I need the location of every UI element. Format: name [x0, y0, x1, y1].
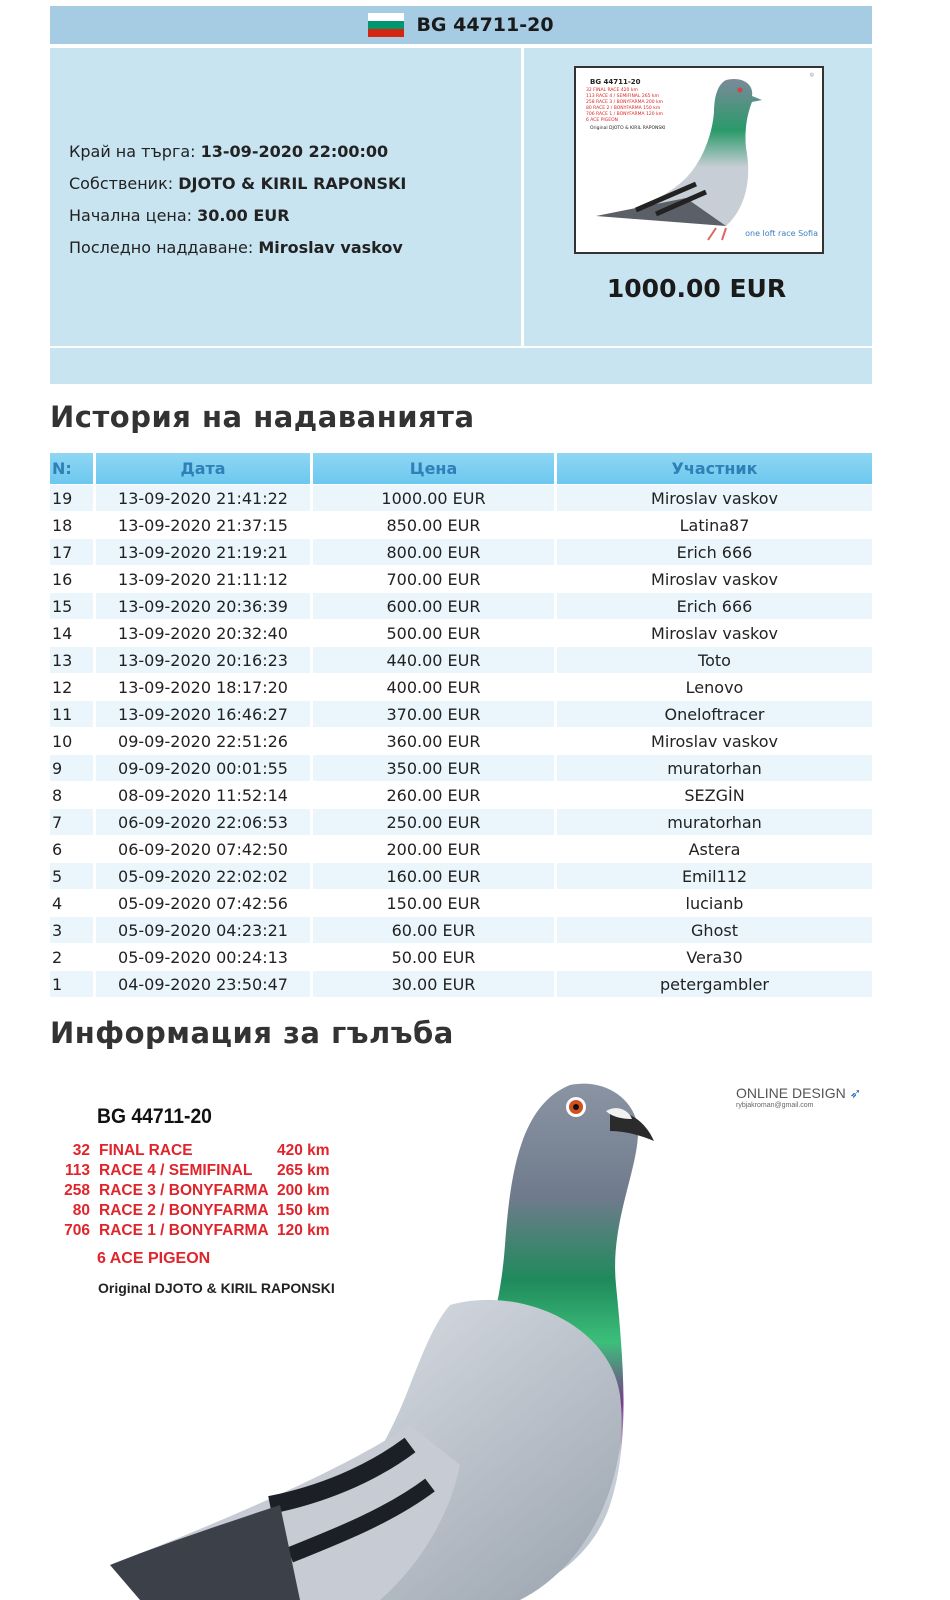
race-name: RACE 3 / BONYFARMA — [99, 1182, 269, 1199]
bid-price: 700.00 EUR — [313, 566, 557, 592]
column-header-bidder[interactable]: Участник — [557, 453, 872, 484]
owner — [69, 168, 521, 200]
auction-info-panel — [50, 48, 872, 346]
bid-price: 260.00 EUR — [313, 782, 557, 808]
bid-price: 500.00 EUR — [313, 620, 557, 646]
lot-title: BG 44711-20 — [416, 14, 554, 36]
bid-participant: Ghost — [557, 917, 872, 943]
thumbnail-line: 6 ACE PIGEON — [586, 118, 618, 123]
race-rank: 113 — [64, 1162, 90, 1179]
bid-participant: Astera — [557, 836, 872, 862]
table-header-row — [50, 453, 872, 484]
table-row — [50, 701, 872, 727]
race-distance: 265 km — [277, 1162, 330, 1179]
column-header-price[interactable]: Цена — [313, 453, 557, 484]
bid-participant: Oneloftracer — [557, 701, 872, 727]
bid-price: 440.00 EUR — [313, 647, 557, 673]
bid-number: 11 — [50, 701, 96, 727]
race-distance: 120 km — [277, 1222, 330, 1239]
auction-end-value: 13-09-2020 22:00:00 — [200, 142, 389, 161]
bid-date: 08-09-2020 11:52:14 — [96, 782, 313, 808]
bid-participant: lucianb — [557, 890, 872, 916]
bid-date: 05-09-2020 04:23:21 — [96, 917, 313, 943]
table-row — [50, 917, 872, 943]
bid-number: 18 — [50, 512, 96, 538]
poster-title: BG 44711-20 — [97, 1105, 212, 1128]
last-bidder — [69, 232, 521, 264]
race-rank: 32 — [72, 1142, 90, 1159]
bid-number: 15 — [50, 593, 96, 619]
race-result — [60, 1201, 330, 1221]
thumbnail-area — [524, 48, 872, 346]
bid-participant: SEZGİN — [557, 782, 872, 808]
table-row — [50, 782, 872, 808]
bid-number: 1 — [50, 971, 96, 997]
bid-price: 350.00 EUR — [313, 755, 557, 781]
bid-price: 200.00 EUR — [313, 836, 557, 862]
race-result — [60, 1161, 330, 1181]
race-distance: 150 km — [277, 1202, 330, 1219]
bid-history-rows — [50, 485, 872, 997]
thumbnail-original: Original DJOTO & KIRIL RAPONSKI — [590, 126, 666, 131]
bid-number: 9 — [50, 755, 96, 781]
last-bidder-label: Последно наддаване: — [69, 238, 254, 257]
bid-price: 600.00 EUR — [313, 593, 557, 619]
bid-price: 850.00 EUR — [313, 512, 557, 538]
lot-title-bar — [50, 6, 872, 46]
bid-history-table — [50, 452, 872, 998]
auction-end — [69, 136, 521, 168]
bid-date: 09-09-2020 00:01:55 — [96, 755, 313, 781]
bid-date: 13-09-2020 21:11:12 — [96, 566, 313, 592]
column-header-number[interactable]: N: — [50, 453, 96, 484]
owner-value: DJOTO & KIRIL RAPONSKI — [178, 174, 407, 193]
bid-participant: Erich 666 — [557, 539, 872, 565]
race-rank: 706 — [64, 1222, 90, 1239]
table-row — [50, 539, 872, 565]
bid-number: 17 — [50, 539, 96, 565]
bid-date: 13-09-2020 20:16:23 — [96, 647, 313, 673]
table-row — [50, 755, 872, 781]
bid-date: 13-09-2020 21:19:21 — [96, 539, 313, 565]
bid-date: 06-09-2020 22:06:53 — [96, 809, 313, 835]
bid-price: 1000.00 EUR — [313, 485, 557, 511]
thumbnail-line: 706 RACE 1 / BONYFARMA 120 km — [586, 112, 664, 117]
owner-label: Собственик: — [69, 174, 174, 193]
table-row — [50, 728, 872, 754]
thumbnail-line: 32 FINAL RACE 420 km — [586, 88, 638, 93]
pigeon-info-heading: Информация за гълъба — [50, 1016, 454, 1050]
race-name: RACE 2 / BONYFARMA — [99, 1202, 269, 1219]
bid-number: 10 — [50, 728, 96, 754]
bid-date: 13-09-2020 18:17:20 — [96, 674, 313, 700]
table-row — [50, 863, 872, 889]
bid-date: 05-09-2020 07:42:56 — [96, 890, 313, 916]
table-row — [50, 485, 872, 511]
bid-participant: Toto — [557, 647, 872, 673]
start-price — [69, 200, 521, 232]
bid-date: 09-09-2020 22:51:26 — [96, 728, 313, 754]
table-row — [50, 836, 872, 862]
bid-price: 360.00 EUR — [313, 728, 557, 754]
current-price: 1000.00 EUR — [606, 274, 787, 303]
bid-price: 400.00 EUR — [313, 674, 557, 700]
bulgaria-flag-icon — [368, 13, 404, 37]
start-price-value: 30.00 EUR — [197, 206, 290, 225]
thumbnail-line: 113 RACE 4 / SEMIFINAL 265 km — [586, 94, 659, 99]
table-row — [50, 674, 872, 700]
bid-price: 50.00 EUR — [313, 944, 557, 970]
pigeon-poster — [50, 1065, 872, 1600]
info-panel-footer — [50, 348, 872, 384]
race-result — [60, 1141, 330, 1161]
auction-details — [50, 48, 524, 346]
bid-date: 13-09-2020 20:32:40 — [96, 620, 313, 646]
bid-participant: Emil112 — [557, 863, 872, 889]
race-rank: 258 — [64, 1182, 90, 1199]
race-rank: 80 — [72, 1202, 90, 1219]
bid-price: 370.00 EUR — [313, 701, 557, 727]
bid-date: 13-09-2020 21:41:22 — [96, 485, 313, 511]
race-result — [60, 1221, 330, 1241]
bid-number: 12 — [50, 674, 96, 700]
table-row — [50, 647, 872, 673]
thumbnail-brand: one loft race Sofia — [745, 229, 818, 238]
bid-price: 30.00 EUR — [313, 971, 557, 997]
race-distance: 200 km — [277, 1182, 330, 1199]
bid-date: 13-09-2020 21:37:15 — [96, 512, 313, 538]
bid-number: 7 — [50, 809, 96, 835]
bid-price: 250.00 EUR — [313, 809, 557, 835]
pigeon-thumbnail[interactable] — [574, 66, 824, 254]
thumbnail-line: 80 RACE 2 / BONYFARMA 150 km — [586, 106, 661, 111]
bid-number: 13 — [50, 647, 96, 673]
table-row — [50, 620, 872, 646]
bid-participant: Miroslav vaskov — [557, 620, 872, 646]
table-row — [50, 566, 872, 592]
race-distance: 420 km — [277, 1142, 330, 1159]
bid-history-heading: История на надаванията — [50, 400, 475, 434]
race-result — [60, 1181, 330, 1201]
bid-number: 3 — [50, 917, 96, 943]
race-name: FINAL RACE — [99, 1142, 193, 1159]
bid-participant: Latina87 — [557, 512, 872, 538]
ace-pigeon-label: 6 ACE PIGEON — [97, 1250, 211, 1267]
bid-number: 5 — [50, 863, 96, 889]
bid-price: 800.00 EUR — [313, 539, 557, 565]
bid-date: 13-09-2020 16:46:27 — [96, 701, 313, 727]
start-price-label: Начална цена: — [69, 206, 193, 225]
table-row — [50, 512, 872, 538]
bid-number: 6 — [50, 836, 96, 862]
thumbnail-title: BG 44711-20 — [590, 78, 641, 86]
table-row — [50, 944, 872, 970]
bid-date: 06-09-2020 07:42:50 — [96, 836, 313, 862]
bid-date: 05-09-2020 00:24:13 — [96, 944, 313, 970]
bid-date: 05-09-2020 22:02:02 — [96, 863, 313, 889]
bird-logo-icon: ➶ — [849, 1085, 862, 1101]
bid-price: 160.00 EUR — [313, 863, 557, 889]
bid-participant: muratorhan — [557, 755, 872, 781]
bid-date: 04-09-2020 23:50:47 — [96, 971, 313, 997]
bid-participant: muratorhan — [557, 809, 872, 835]
bid-number: 16 — [50, 566, 96, 592]
original-breeder: Original DJOTO & KIRIL RAPONSKI — [98, 1280, 335, 1296]
pigeon-thumbnail-icon — [576, 68, 822, 252]
auction-end-label: Край на търга: — [69, 142, 196, 161]
bid-number: 14 — [50, 620, 96, 646]
bid-number: 4 — [50, 890, 96, 916]
race-name: RACE 1 / BONYFARMA — [99, 1222, 269, 1239]
bid-participant: Erich 666 — [557, 593, 872, 619]
bid-participant: Vera30 — [557, 944, 872, 970]
bid-participant: Miroslav vaskov — [557, 566, 872, 592]
race-results — [60, 1141, 330, 1241]
table-row — [50, 971, 872, 997]
table-row — [50, 890, 872, 916]
online-design-logo — [736, 1085, 861, 1102]
bid-participant: Miroslav vaskov — [557, 485, 872, 511]
thumbnail-logo: ◎ — [809, 72, 814, 78]
bid-price: 60.00 EUR — [313, 917, 557, 943]
table-row — [50, 593, 872, 619]
bid-price: 150.00 EUR — [313, 890, 557, 916]
table-row — [50, 809, 872, 835]
column-header-date[interactable]: Дата — [96, 453, 313, 484]
last-bidder-value: Miroslav vaskov — [258, 238, 403, 257]
bid-number: 8 — [50, 782, 96, 808]
bid-number: 2 — [50, 944, 96, 970]
bid-participant: Miroslav vaskov — [557, 728, 872, 754]
bid-participant: petergambler — [557, 971, 872, 997]
bid-date: 13-09-2020 20:36:39 — [96, 593, 313, 619]
logo-email: rybjakroman@gmail.com — [736, 1102, 814, 1109]
logo-text: ONLINE DESIGN — [736, 1085, 846, 1101]
thumbnail-line: 258 RACE 3 / BONYFARMA 200 km — [586, 100, 664, 105]
bid-participant: Lenovo — [557, 674, 872, 700]
race-name: RACE 4 / SEMIFINAL — [99, 1162, 253, 1179]
bid-number: 19 — [50, 485, 96, 511]
